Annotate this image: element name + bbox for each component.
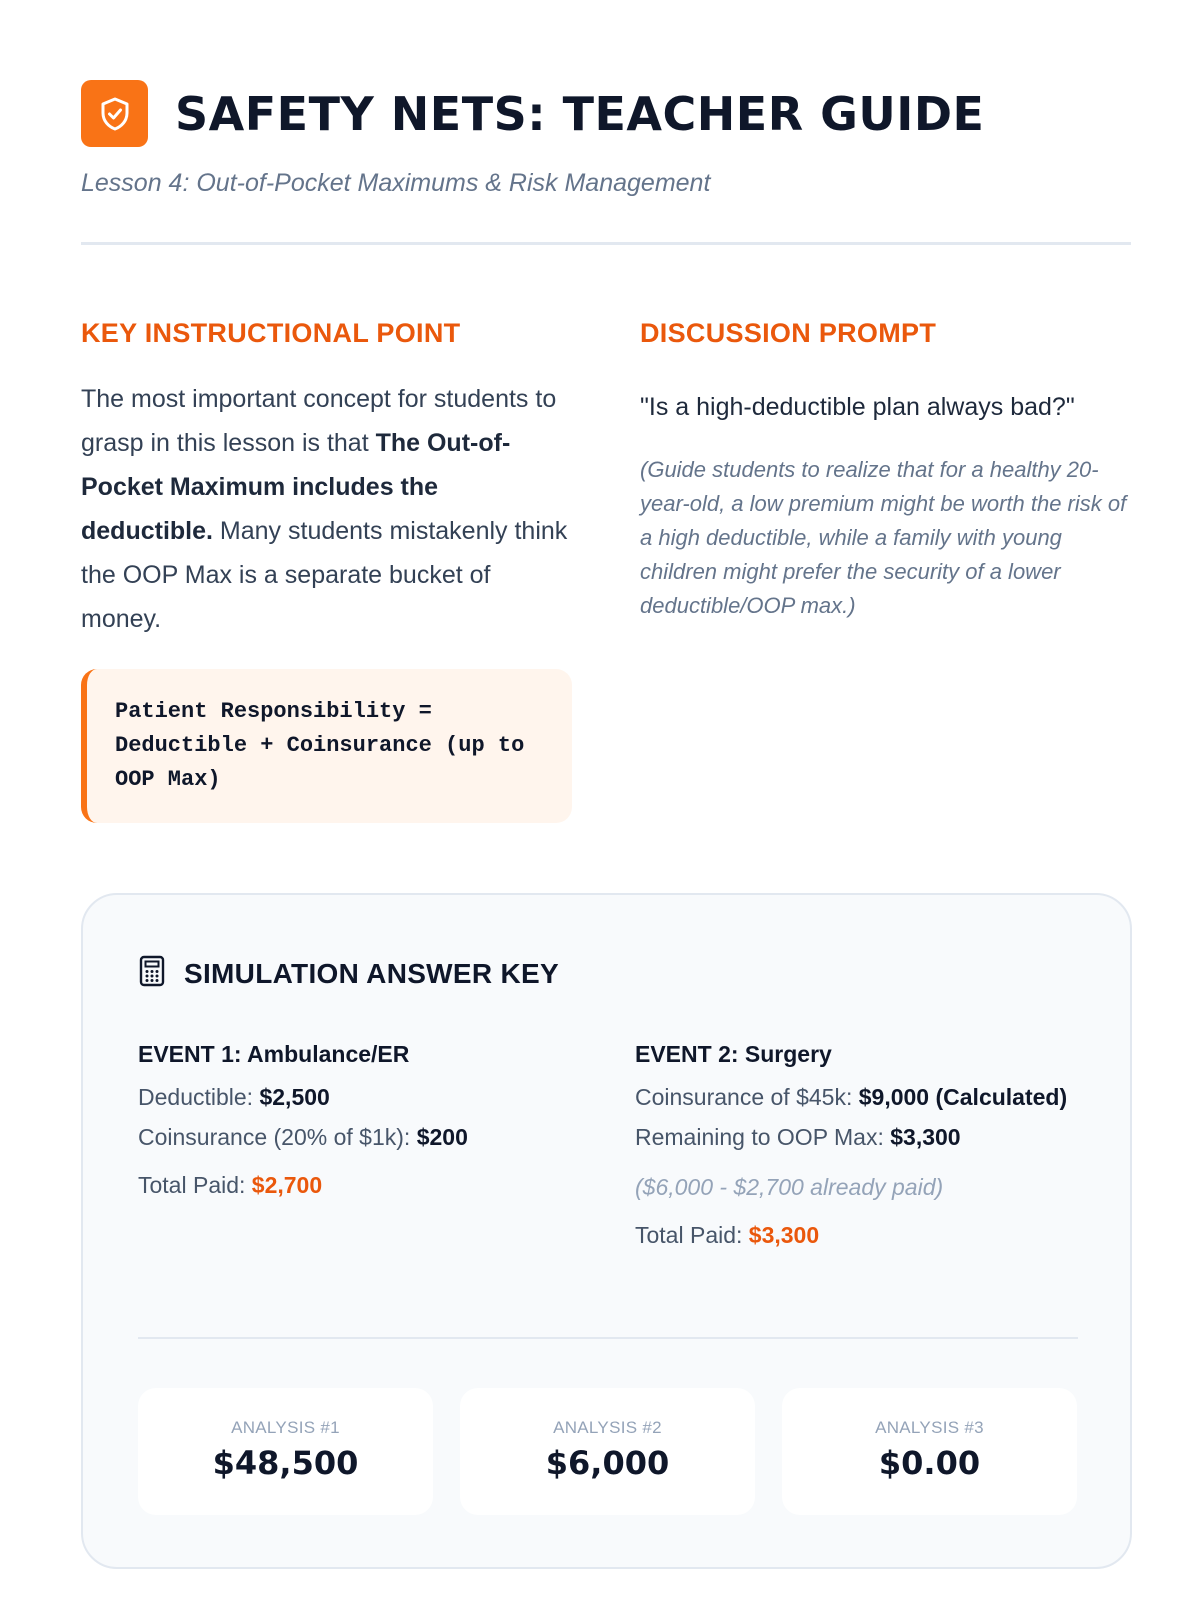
total-value: $2,700 — [251, 1172, 323, 1198]
analysis-label: ANALYSIS #2 — [553, 1418, 662, 1437]
answer-key-title: SIMULATION ANSWER KEY — [184, 957, 559, 989]
page-title: SAFETY NETS: TEACHER GUIDE — [175, 86, 985, 141]
event-1-heading: EVENT 1: Ambulance/ER — [138, 1041, 410, 1067]
event-2-note: ($6,000 - $2,700 already paid) — [635, 1174, 944, 1200]
page-subtitle: Lesson 4: Out-of-Pocket Maximums & Risk Management — [81, 169, 711, 197]
event-2-heading: EVENT 2: Surgery — [635, 1041, 832, 1067]
analysis-card — [782, 1388, 1077, 1515]
discussion-quote: "Is a high-deductible plan always bad?" — [640, 393, 1075, 421]
analysis-card — [138, 1388, 433, 1515]
discussion-heading: DISCUSSION PROMPT — [640, 318, 937, 348]
formula-box: Patient Responsibility = Deductible + Coinsurance (up to OOP Max) — [81, 669, 572, 823]
calculator-icon — [138, 955, 166, 992]
key-point-text — [81, 377, 571, 641]
value: $9,000 (Calculated) — [858, 1084, 1068, 1110]
shield-check-icon — [81, 80, 148, 147]
event-1-total — [138, 1168, 598, 1202]
event-2-total — [635, 1218, 1095, 1252]
analysis-value: $0.00 — [878, 1444, 981, 1482]
analysis-value: $48,500 — [212, 1444, 359, 1482]
event-1 — [138, 1041, 598, 1208]
label: Coinsurance (20% of $1k): — [138, 1124, 417, 1150]
analysis-label: ANALYSIS #1 — [231, 1418, 340, 1437]
title-row — [81, 80, 1131, 147]
answer-key-panel — [81, 893, 1132, 1569]
event-2-remaining — [635, 1120, 1095, 1154]
label: Total Paid: — [635, 1222, 749, 1248]
event-2-coinsurance — [635, 1080, 1095, 1114]
analysis-card — [460, 1388, 755, 1515]
key-point-section — [81, 318, 571, 823]
key-point-text-end: Many students mistakenly think the OOP Max is a separate bucket of money. — [81, 517, 568, 633]
discussion-guide: (Guide students to realize that for a healthy 20-year-old, a low premium might be worth the risk of a high deductible, while a family with young children might prefer the security of a lower deductible/OOP max.) — [640, 457, 1127, 618]
panel-divider — [138, 1337, 1078, 1339]
key-point-emphasis: The Out-of-Pocket Maximum includes the deductible. — [81, 429, 511, 545]
value: $2,500 — [259, 1084, 330, 1110]
answer-key-header — [138, 955, 559, 992]
header-divider — [81, 242, 1131, 245]
event-1-coinsurance — [138, 1120, 598, 1154]
event-1-deductible — [138, 1080, 598, 1114]
label: Coinsurance of $45k: — [635, 1084, 859, 1110]
key-point-heading: KEY INSTRUCTIONAL POINT — [81, 318, 461, 348]
value: $3,300 — [890, 1124, 961, 1150]
label: Deductible: — [138, 1084, 260, 1110]
event-2 — [635, 1041, 1095, 1258]
label: Remaining to OOP Max: — [635, 1124, 891, 1150]
label: Total Paid: — [138, 1172, 252, 1198]
analysis-label: ANALYSIS #3 — [875, 1418, 984, 1437]
total-value: $3,300 — [748, 1222, 820, 1248]
page-header — [81, 80, 1131, 198]
analysis-value: $6,000 — [545, 1444, 670, 1482]
key-point-text-start: The most important concept for students to grasp in this lesson is that — [81, 385, 557, 457]
value: $200 — [416, 1124, 468, 1150]
discussion-section — [640, 318, 1130, 623]
